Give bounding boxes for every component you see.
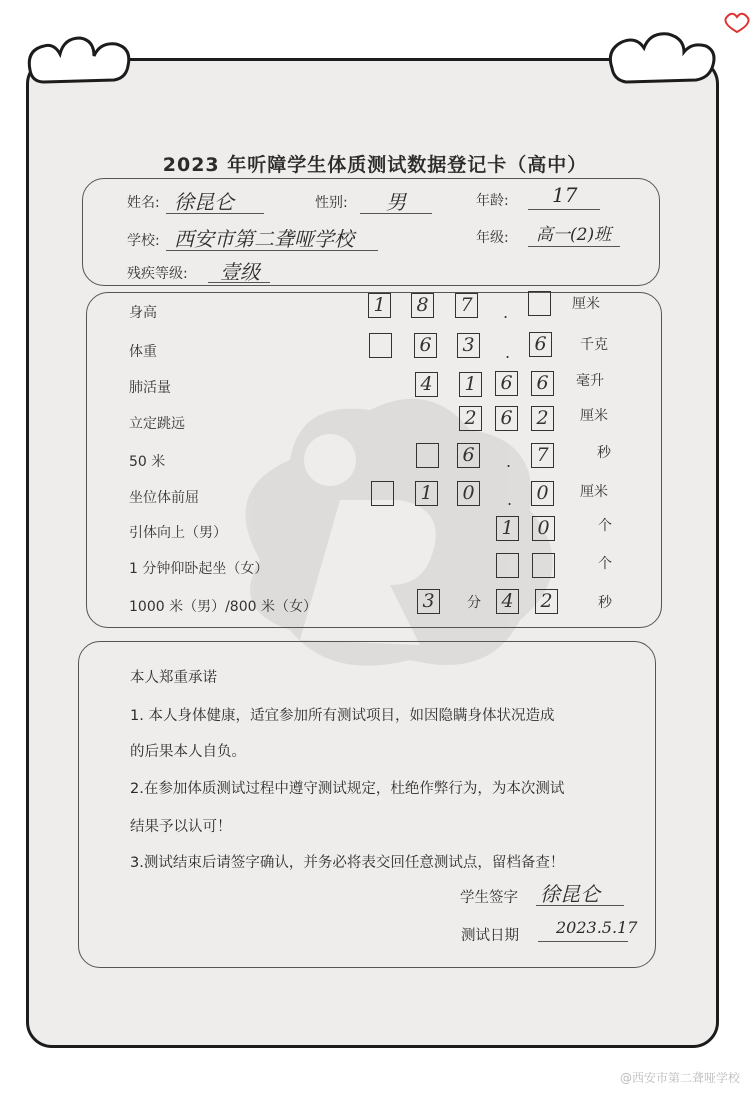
date-label: 测试日期 [461,928,519,944]
measurement-label: 肺活量 [129,380,171,396]
signature-underline [536,905,624,906]
digit-box[interactable]: 4 [415,372,438,397]
grade-label: 年级: [476,230,509,246]
digit-box[interactable]: 0 [532,516,555,541]
digit-box[interactable]: 7 [455,293,478,318]
decimal-point: . [503,303,509,322]
digit-box[interactable]: 0 [531,481,554,506]
promise-line: 2.在参加体质测试过程中遵守测试规定，杜绝作弊行为，为本次测试 [130,781,565,797]
card-title: 2023 年听障学生体质测试数据登记卡（高中） [162,154,588,176]
signature-label: 学生签字 [460,890,518,906]
grade-underline [528,246,620,247]
measurement-label: 立定跳远 [129,416,185,432]
age-value: 17 [552,183,578,207]
measurement-unit: 秒 [598,595,612,611]
promise-line: 的后果本人自负。 [130,744,246,760]
gender-value: 男 [386,190,406,214]
measurement-label: 坐位体前屈 [129,490,199,506]
digit-box[interactable]: 3 [417,589,440,614]
measurement-unit: 千克 [580,337,608,353]
measurement-label: 体重 [129,344,157,360]
digit-box[interactable]: 8 [411,293,434,318]
digit-box[interactable]: 1 [496,516,519,541]
digit-box[interactable]: 2 [459,406,482,431]
disability-label: 残疾等级: [127,266,188,282]
school-label: 学校: [127,233,160,249]
measurement-label: 1000 米（男）/800 米（女） [129,599,317,615]
minute-unit: 分 [467,595,481,611]
digit-box[interactable]: 2 [531,406,554,431]
digit-box[interactable]: 6 [495,406,518,431]
measurement-label: 身高 [129,305,157,321]
measurement-label: 50 米 [129,454,166,470]
digit-box[interactable]: 2 [535,589,558,614]
digit-box[interactable]: 1 [459,372,482,397]
promise-line: 3.测试结束后请签字确认，并务必将表交回任意测试点，留档备查！ [130,855,565,871]
decimal-point: . [505,343,511,362]
digit-box[interactable]: 6 [495,371,518,396]
digit-box[interactable]: 1 [368,293,391,318]
digit-box[interactable] [369,333,392,358]
digit-box[interactable]: 6 [531,371,554,396]
grade-value: 高一(2)班 [536,225,612,245]
promise-heading: 本人郑重承诺 [130,670,217,686]
digit-box[interactable]: 6 [457,443,480,468]
digit-box[interactable] [416,443,439,468]
heart-icon [725,14,748,32]
disability-underline [208,282,270,283]
gender-label: 性别: [315,195,348,211]
measurement-unit: 厘米 [572,296,600,312]
digit-box[interactable]: 0 [457,481,480,506]
age-underline [528,209,600,210]
digit-box[interactable] [371,481,394,506]
measurement-unit: 个 [598,518,612,534]
measurement-unit: 厘米 [580,408,608,424]
digit-box[interactable] [532,553,555,578]
digit-box[interactable]: 6 [529,332,552,357]
measurement-label: 1 分钟仰卧起坐（女） [129,561,269,577]
age-label: 年龄: [476,193,509,209]
source-watermark: @西安市第二聋哑学校 [619,1071,740,1085]
name-label: 姓名: [127,195,160,211]
digit-box[interactable]: 7 [531,443,554,468]
decimal-point: . [507,490,513,509]
measurement-unit: 秒 [597,445,611,461]
date-value: 2023.5.17 [556,918,638,937]
digit-box[interactable] [496,553,519,578]
gender-underline [360,213,432,214]
measurement-unit: 个 [598,556,612,572]
name-underline [166,213,264,214]
digit-box[interactable]: 4 [496,589,519,614]
signature-value: 徐昆仑 [540,882,600,906]
school-underline [166,250,378,251]
measurement-unit: 毫升 [576,373,604,389]
digit-box[interactable]: 6 [414,333,437,358]
school-value: 西安市第二聋哑学校 [174,227,354,251]
right-hands-doodle [610,34,714,82]
digit-box[interactable] [528,291,551,316]
date-underline [538,941,628,942]
digit-box[interactable]: 1 [415,481,438,506]
disability-value: 壹级 [220,260,260,284]
promise-line: 1. 本人身体健康，适宜参加所有测试项目，如因隐瞒身体状况造成 [130,708,555,724]
digit-box[interactable]: 3 [457,333,480,358]
decimal-point: . [506,452,512,471]
measurement-unit: 厘米 [580,484,608,500]
measurement-label: 引体向上（男） [129,525,227,541]
name-value: 徐昆仑 [174,190,234,214]
left-hands-doodle [29,38,129,82]
promise-line: 结果予以认可！ [130,819,232,835]
